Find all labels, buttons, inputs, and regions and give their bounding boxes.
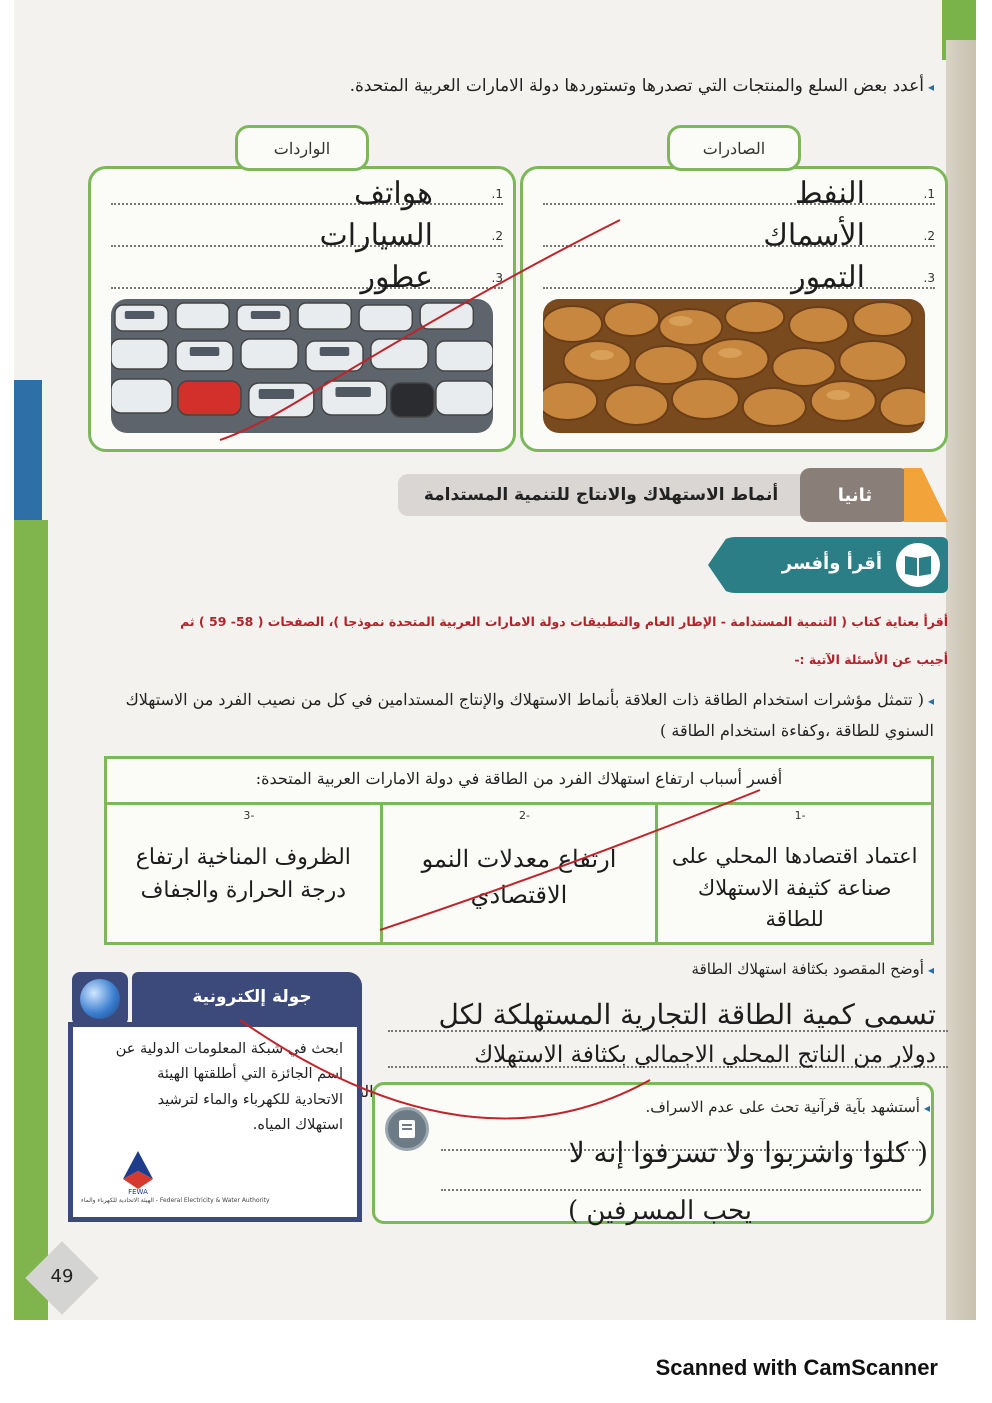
handwritten-answer: الظروف المناخية ارتفاع درجة الحرارة والجفاف — [135, 845, 351, 903]
cause-number: -2 — [519, 809, 530, 822]
line-number: 1. — [923, 187, 935, 201]
verse-answer-2: يحب المسرفين ) — [567, 1196, 752, 1226]
question-text: أستشهد بآية قرآنية تحث على عدم الاسراف. — [645, 1098, 920, 1116]
reading-instruction-1: أقرأ بعناية كتاب ( التنمية المستدامة - الإطار العام والتطبيقات دولة الامارات العربية المتحدة نموذجا )، الصفحات ( 58- 59 ) ثم — [180, 614, 948, 629]
scanner-credit: Scanned with CamScanner — [655, 1355, 938, 1380]
handwritten-answer: عطور — [360, 260, 433, 295]
handwritten-answer: الأسماك — [763, 218, 865, 253]
verse-answer-1: ( كلوا واشربوا ولا تسرفوا إنه لا — [568, 1136, 928, 1169]
section2-label: ثانيا — [800, 468, 910, 522]
paragraph-text: ( تتمثل مؤشرات استخدام الطاقة ذات العلاقة بأنماط الاستهلاك والإنتاج المستدامين في كل من نصيب الفرد من الاستهلاك السنوي للطاقة ،وكفاءة استخدام الطاقة ) — [125, 690, 934, 741]
bullet-arrow-icon: ◂ — [927, 963, 934, 977]
cause-number: -3 — [243, 809, 255, 822]
exports-tab: الصادرات — [667, 125, 801, 171]
fewa-strip-text: الهيئة الاتحادية للكهرباء والماء - Federal Electricity & Water Authority — [81, 1197, 270, 1204]
bullet-arrow-icon: ◂ — [927, 80, 934, 94]
line-number: 2. — [491, 229, 503, 243]
section2-title: أنماط الاستهلاك والانتاج للتنمية المستدامة — [398, 474, 804, 516]
cause-number: -1 — [794, 809, 806, 822]
handwritten-answer: النفط — [794, 176, 865, 211]
bullet-arrow-icon: ◂ — [927, 694, 934, 708]
bullet-arrow-icon: ◂ — [923, 1101, 930, 1115]
etour-title: جولة إلكترونية — [132, 972, 362, 1022]
svg-text:FEWA: FEWA — [128, 1188, 148, 1195]
handwritten-answer: هواتف — [353, 176, 433, 211]
density-answer-1: تسمى كمية الطاقة التجارية المستهلكة لكل — [438, 998, 936, 1031]
line-number: 2. — [923, 229, 935, 243]
imports-tab: الواردات — [235, 125, 369, 171]
read-explain-label: أقرأ وأفسر — [781, 553, 882, 574]
reading-instruction-2: أجيب عن الأسئلة الآتية :- — [794, 652, 948, 667]
instruction-label: أعدد بعض السلع والمنتجات التي تصدرها وتستوردها دولة الامارات العربية المتحدة. — [349, 76, 924, 96]
etour-text: ابحث في شبكة المعلومات الدولية عن اسم الجائزة التي أطلقتها الهيئة الاتحادية للكهرباء والماء لترشيد استهلاك المياه. — [115, 1041, 343, 1134]
line-number: 3. — [491, 271, 503, 285]
causes-heading: أفسر أسباب ارتفاع استهلاك الفرد من الطاقة في دولة الامارات العربية المتحدة: — [106, 758, 933, 804]
handwritten-answer: ارتفاع معدلات النمو الاقتصادي — [421, 845, 617, 909]
question-text: أوضح المقصود بكثافة استهلاك الطاقة — [691, 960, 924, 978]
handwritten-answer: اعتماد اقتصادها المحلي على صناعة كثيفة الاستهلاك للطاقة — [671, 844, 918, 931]
density-answer-2: دولار من الناتج المحلي الاجمالي بكثافة الاستهلاك — [474, 1042, 936, 1068]
line-number: 3. — [923, 271, 935, 285]
handwritten-answer: السيارات — [319, 218, 433, 253]
page-number: 49 — [50, 1266, 74, 1287]
handwritten-answer: التمور — [791, 260, 865, 295]
line-number: 1. — [491, 187, 503, 201]
